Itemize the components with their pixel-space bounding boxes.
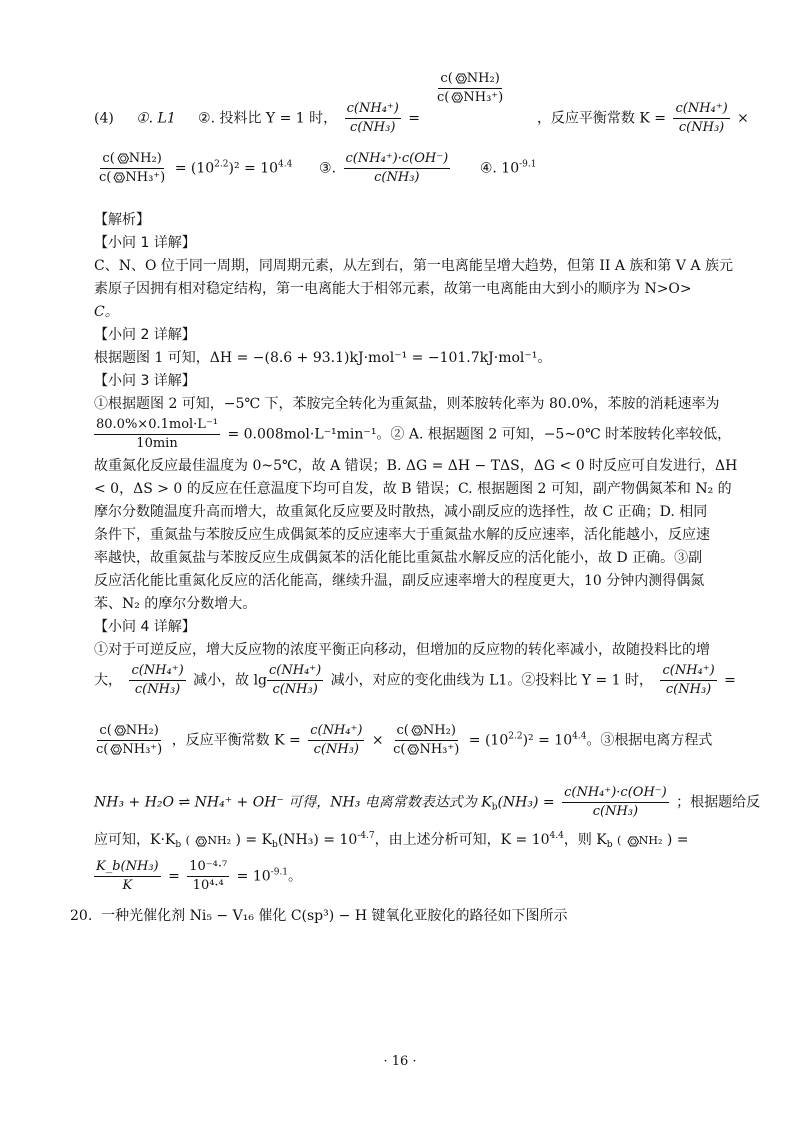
benzene-ring-icon bbox=[453, 73, 467, 84]
q4-line-equilibrium: $\frac{\text{c( NH₂)}}{\text{c( NH₃⁺)}}$ ，反应平衡常数 K = $\frac{\text{c(NH₄⁺)}}{\text{c(NH₃)}}$ × $\frac{\text{c( NH₂)}}{\text{c( NH₃⁺)}}$ = $(10^{2.2})^2 = 10^{4.4}$。③根据电离方程式 bbox=[96, 723, 713, 757]
benzene-ring-icon bbox=[193, 836, 207, 847]
q3-line: ①根据题图 2 可知，−5℃ 下，苯胺完全转化为重氮盐，则苯胺转化率为 80.0%，苯胺的消耗速率为 bbox=[94, 396, 720, 412]
part4-answer-line2: $\frac{\text{c( NH₂)}}{\text{c( NH₃⁺)}}$ = $(10^{2.2})^2 = 10^{4.4}$ ③. $\frac{\text{c(NH₄⁺)·c(OH⁻)}}{\text{c(NH₃)}}$ ④. $10^{-9.1}$ bbox=[99, 151, 537, 185]
q4-line: ①对于可逆反应，增大反应物的浓度平衡正向移动，但增加的反应物的转化率减小，故随投料比的增 bbox=[94, 642, 710, 658]
q4-line-ionization: NH₃ + H₂O ⇌ NH₄⁺ + OH⁻ 可得，NH₃ 电离常数表达式为 $K_b(NH_3)$ = $\frac{\text{c(NH₄⁺)·c(OH⁻)}}{\text{c(NH₃)}}$ ；根据题给反 bbox=[94, 785, 761, 819]
q3-line: 条件下，重氮盐与苯胺反应生成偶氮苯的反应速率大于重氮盐水解的反应速率，活化能越小，反应速 bbox=[94, 527, 710, 543]
q3-line: 摩尔分数随温度升高而增大，故重氮化反应要及时散热，减小副反应的选择性，故 C 正确；D. 相同 bbox=[94, 504, 708, 520]
benzene-ring-icon bbox=[112, 725, 126, 736]
q1-line: C、N、O 位于同一周期，同周期元素，从左到右，第一电离能呈增大趋势，但第 II A 族和第 V A 族元 bbox=[94, 258, 733, 274]
q4-line-fractions: 大， $\frac{\text{c(NH₄⁺)}}{\text{c(NH₃)}}$ 减小，故 lg $\frac{\text{c(NH₄⁺)}}{\text{c(NH₃)}}$ 减小，对应的变化曲线为 L1。②投料比 Y = 1 时， $\frac{\text{c(NH₄⁺)}}{\text{c(NH₃)}}$ = bbox=[94, 663, 736, 697]
q3-line-fraction: $\frac{\text{80.0\%×0.1mol·L⁻¹}}{10\min}$ = 0.008mol·L⁻¹min⁻¹。② A. 根据题图 2 可知，−5~0℃ 时苯胺转化率较低， bbox=[96, 417, 732, 451]
benzene-ring-icon bbox=[115, 153, 129, 164]
q4-line-result: $\frac{\text{K\_b(NH₃)}}{K}$ = $\frac{\text{10⁻⁴·⁷}}{\text{10⁴·⁴}}$ = $10^{-9.1}$。 bbox=[96, 859, 303, 893]
q2-title: 【小问 2 详解】 bbox=[94, 327, 196, 343]
q2-line: 根据题图 1 可知，ΔH = −(8.6 + 93.1)kJ·mol⁻¹ = −101.7kJ·mol⁻¹。 bbox=[94, 350, 552, 366]
analysis-title: 【解析】 bbox=[94, 212, 150, 228]
part4-answer-line1: (4) ①. L1 ②. 投料比 Y = 1 时， $\frac{\text{c(NH₄⁺)}}{\text{c(NH₃)}}$ = ，反应平衡常数 K = $\frac{\text{c(NH₄⁺)}}{\text{c(NH₃)}}$ × bbox=[94, 101, 749, 135]
benzene-ring-icon bbox=[111, 172, 125, 183]
benzene-ring-icon bbox=[405, 744, 419, 755]
q1-title: 【小问 1 详解】 bbox=[94, 235, 196, 251]
q3-line: 故重氮化反应最佳温度为 0~5℃，故 A 错误；B. ΔG = ΔH − TΔS，ΔG < 0 时反应可自发进行，ΔH bbox=[94, 458, 738, 474]
benzene-ring-icon bbox=[409, 725, 423, 736]
benzene-ring-icon bbox=[625, 836, 639, 847]
aniline-ratio-top: $\frac{\text{c( NH₂)}}{\text{c( NH₃⁺)}}$ bbox=[437, 71, 504, 105]
benzene-ring-icon bbox=[108, 744, 122, 755]
q3-line: 苯、N₂ 的摩尔分数增大。 bbox=[94, 596, 257, 612]
question-20: 20. 一种光催化剂 Ni₅ − V₁₆ 催化 C(sp³) − H 键氧化亚胺化的路径如下图所示 bbox=[70, 908, 568, 924]
q1-line: 素原子因拥有相对稳定结构，第一电离能大于相邻元素，故第一电离能由大到小的顺序为 N>O> bbox=[94, 281, 692, 297]
page-number: · 16 · bbox=[383, 1054, 417, 1069]
q3-title: 【小问 3 详解】 bbox=[94, 373, 196, 389]
q3-line: 率越快，故重氮盐与苯胺反应生成偶氮苯的活化能比重氮盐水解反应的活化能小，故 D 正确。③副 bbox=[94, 550, 703, 566]
q3-line: < 0，ΔS > 0 的反应在任意温度下均可自发，故 B 错误；C. 根据题图 2 可知，副产物偶氮苯和 N₂ 的 bbox=[94, 481, 732, 497]
q4-title: 【小问 4 详解】 bbox=[94, 619, 196, 635]
q4-line-kb: 应可知，$K\cdot K_b$ ( NH₂ ) = $K_b(NH_3) = 10^{-4.7}$，由上述分析可知，$K = 10^{4.4}$，则 $K_b$ ( NH₂ ) = bbox=[94, 831, 689, 850]
q1-line: C。 bbox=[94, 304, 119, 320]
q3-line: 反应活化能比重氮化反应的活化能高，继续升温，副反应速率增大的程度更大，10 分钟内测得偶氮 bbox=[94, 573, 705, 589]
